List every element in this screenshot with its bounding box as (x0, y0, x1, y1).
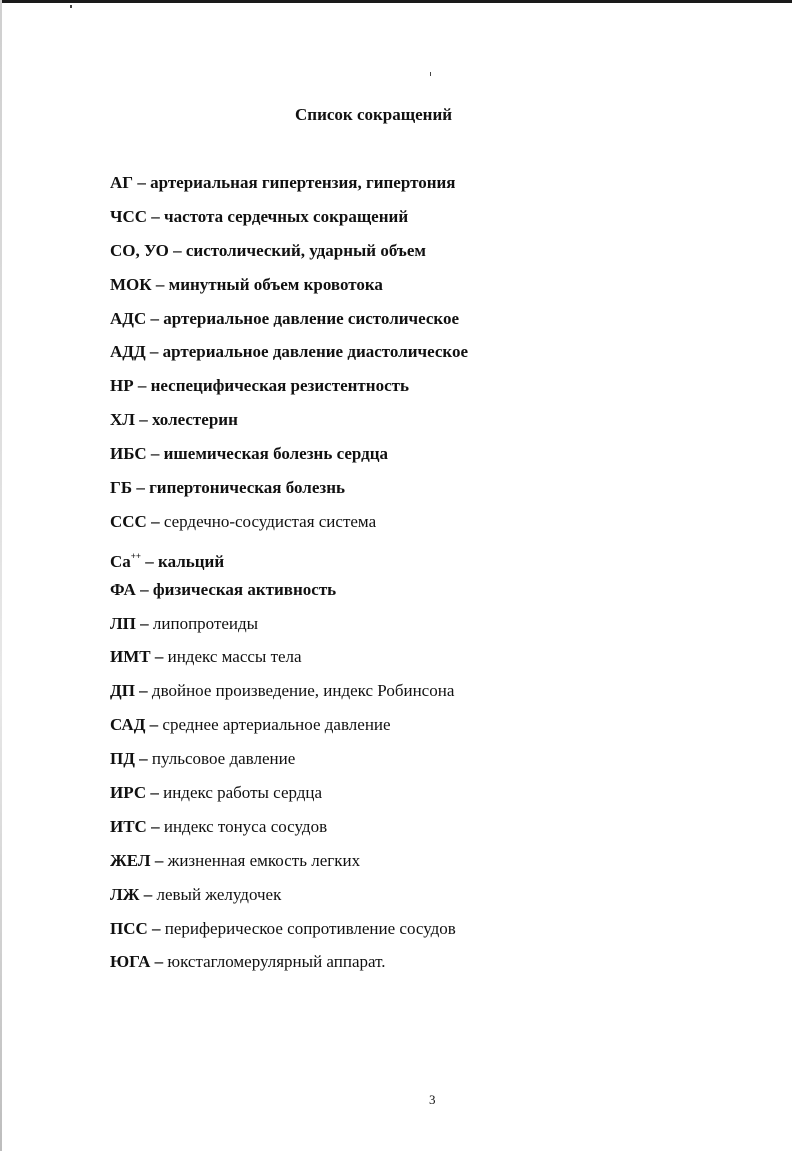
abbreviation-definition: неспецифическая резистентность (150, 376, 409, 396)
abbreviation-item (110, 645, 468, 679)
abbreviation-definition: жизненная емкость легких (167, 850, 361, 870)
abbreviation-term: ДП (110, 681, 135, 701)
scan-top-border (0, 0, 792, 3)
abbreviation-definition: периферическое сопротивление сосудов (164, 918, 456, 938)
abbreviation-item (110, 273, 468, 307)
abbreviation-dash: – (151, 274, 169, 294)
abbreviation-item (110, 679, 468, 713)
abbreviation-dash: – (135, 613, 153, 633)
abbreviation-term: АГ (110, 173, 134, 192)
abbreviation-dash: – (147, 918, 165, 938)
abbreviation-dash: – (147, 206, 165, 226)
abbreviation-definition: индекс массы тела (167, 647, 302, 667)
abbreviation-definition: частота сердечных сокращений (164, 206, 409, 226)
abbreviation-term: ССС (110, 511, 147, 531)
abbreviation-definition: ишемическая болезнь сердца (163, 444, 388, 464)
abbreviation-term: АДД (110, 342, 146, 362)
abbreviation-term: ИРС (110, 783, 147, 803)
abbreviation-superscript: ++ (130, 550, 142, 561)
abbreviation-dash: – (150, 952, 168, 972)
abbreviation-item (110, 815, 468, 849)
abbreviation-definition: минутный объем кровотока (168, 274, 383, 294)
abbreviation-definition: артериальное давление систолическое (163, 308, 460, 328)
abbreviation-dash: – (139, 884, 157, 904)
scan-left-edge (0, 0, 2, 1151)
abbreviation-dash: – (146, 816, 164, 836)
abbreviation-dash: – (134, 410, 152, 430)
abbreviation-item (110, 917, 468, 951)
abbreviation-term: ПСС (110, 918, 148, 938)
abbreviation-dash: – (145, 715, 163, 735)
abbreviation-dash: – (133, 376, 151, 396)
abbreviation-definition: сердечно-сосудистая система (163, 511, 377, 531)
abbreviation-definition: физическая активность (152, 579, 337, 599)
abbreviation-definition: индекс тонуса сосудов (163, 816, 328, 836)
abbreviation-dash: – (168, 240, 186, 260)
abbreviation-item (110, 510, 468, 544)
abbreviation-item (110, 374, 468, 408)
abbreviation-item (110, 883, 468, 917)
abbreviation-dash: – (134, 681, 152, 701)
abbreviation-item (110, 713, 468, 747)
abbreviation-definition: левый желудочек (156, 884, 282, 904)
abbreviation-term: ХЛ (110, 410, 135, 430)
abbreviation-definition: пульсовое давление (151, 749, 296, 769)
abbreviation-item (110, 849, 468, 883)
abbreviation-definition: индекс работы сердца (163, 783, 323, 803)
abbreviation-term: ИТС (110, 816, 147, 836)
abbreviation-item (110, 408, 468, 442)
abbreviation-item (110, 171, 468, 205)
abbreviation-item (110, 612, 468, 646)
abbreviation-item (110, 205, 468, 239)
abbreviation-definition: липопротеиды (152, 613, 259, 633)
abbreviation-item (110, 747, 468, 781)
abbreviation-term: ИБС (110, 444, 147, 464)
abbreviation-term: СО, УО (110, 240, 169, 260)
abbreviation-term: ЧСС (110, 206, 148, 226)
page-title: Список сокращений (295, 105, 453, 124)
page-number: 3 (429, 1092, 436, 1107)
abbreviation-term: АДС (110, 308, 147, 328)
abbreviation-term: ЛП (110, 613, 136, 633)
abbreviation-term: ГБ (110, 478, 133, 498)
abbreviation-item (110, 307, 468, 341)
abbreviation-term: САД (110, 715, 146, 735)
abbreviation-definition: систолический, ударный объем (185, 240, 426, 260)
abbreviation-term: МОК (110, 274, 152, 294)
abbreviation-dash: – (132, 478, 150, 498)
abbreviation-definition: двойное произведение, индекс Робинсона (151, 681, 455, 701)
abbreviation-list (110, 171, 468, 984)
abbreviation-item (110, 544, 468, 578)
scan-speck (70, 5, 72, 8)
abbreviation-term: ИМТ (110, 647, 151, 667)
abbreviation-definition: среднее артериальное давление (162, 715, 391, 735)
abbreviation-item (110, 950, 468, 984)
abbreviation-item (110, 476, 468, 510)
abbreviation-term: НР (110, 376, 134, 396)
abbreviation-dash: – (145, 342, 163, 362)
abbreviation-dash: – (146, 444, 164, 464)
abbreviation-term: ЖЕЛ (110, 850, 151, 870)
abbreviation-dash: – (135, 579, 153, 599)
abbreviation-item (110, 340, 468, 374)
abbreviation-dash: – (141, 551, 159, 571)
abbreviation-dash: – (134, 749, 152, 769)
abbreviation-item (110, 781, 468, 815)
abbreviation-term: Ca (110, 551, 131, 571)
abbreviation-item (110, 578, 468, 612)
abbreviation-definition: артериальное давление диастолическое (162, 342, 469, 362)
abbreviation-definition: холестерин (151, 410, 238, 430)
abbreviation-dash: – (146, 783, 164, 803)
abbreviation-definition: гипертоническая болезнь (149, 478, 345, 498)
abbreviation-dash: – (150, 647, 168, 667)
abbreviation-item (110, 239, 468, 273)
abbreviation-term: ФА (110, 579, 136, 599)
abbreviation-dash: – (146, 308, 164, 328)
abbreviation-term: ЛЖ (110, 884, 140, 904)
abbreviation-definition: артериальная гипертензия, гипертония (150, 173, 456, 192)
scan-speck (430, 72, 431, 76)
abbreviation-item (110, 442, 468, 476)
abbreviation-term: ПД (110, 749, 135, 769)
abbreviation-dash: – (150, 850, 168, 870)
abbreviation-dash: – (133, 173, 151, 192)
abbreviation-definition: кальций (158, 551, 225, 571)
abbreviation-dash: – (146, 511, 164, 531)
abbreviation-definition: юкстагломерулярный аппарат. (167, 952, 386, 972)
abbreviation-term: ЮГА (110, 952, 151, 972)
